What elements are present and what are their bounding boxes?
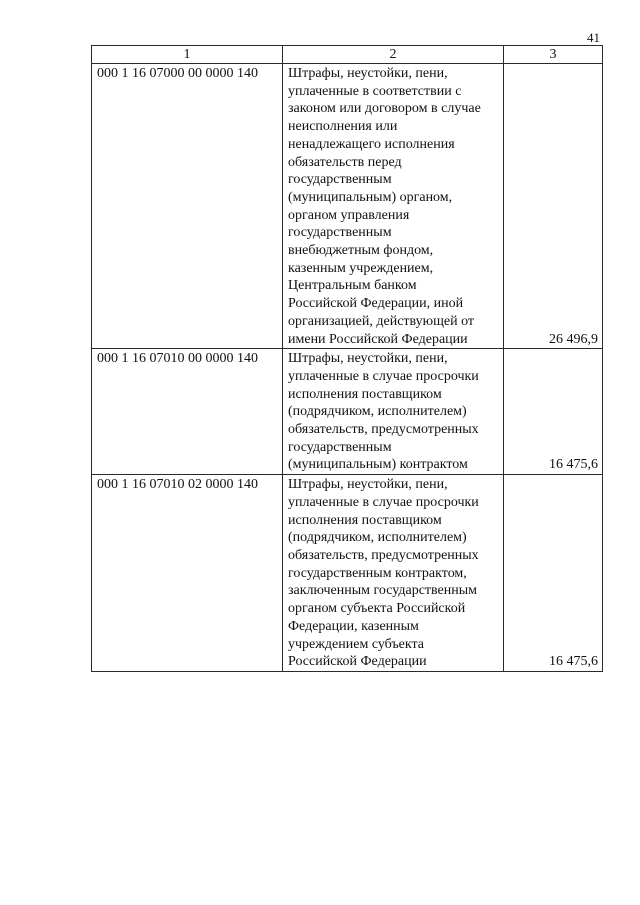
description-line: заключенным государственным (288, 583, 478, 599)
description-line: уплаченные в случае просрочки (288, 368, 479, 384)
amount-cell: 16 475,6 (504, 475, 603, 672)
description-line: (муниципальным) контрактом (288, 457, 468, 473)
description-cell (283, 64, 504, 349)
description-cell (283, 349, 504, 475)
description-line: внебюджетным фондом, (288, 243, 434, 259)
description-line: Штрафы, неустойки, пени, (288, 66, 448, 81)
column-header-3: 3 (504, 46, 603, 64)
description-line: обязательств, предусмотренных (288, 422, 479, 438)
description-line: исполнения поставщиком (288, 512, 442, 528)
description-line: Федерации, казенным (288, 618, 419, 634)
description-line: имени Российской Федерации (288, 331, 468, 347)
description-line: государственным (288, 172, 392, 188)
description-line: (подрядчиком, исполнителем) (288, 530, 467, 546)
description-line: органом управления (288, 207, 410, 223)
description-line: законом или договором в случае (288, 101, 481, 117)
classification-code: 000 1 16 07010 02 0000 140 (92, 475, 283, 672)
description-line: (подрядчиком, исполнителем) (288, 404, 467, 420)
table-row (92, 475, 603, 672)
description-line: обязательств, предусмотренных (288, 547, 479, 563)
description-line: Штрафы, неустойки, пени, (288, 477, 448, 493)
description-line: государственным (288, 225, 392, 241)
description-line: Центральным банком (288, 278, 417, 294)
amount-cell: 16 475,6 (504, 349, 603, 475)
page-number: 41 (587, 30, 600, 45)
budget-table (91, 45, 603, 672)
description-line: Российской Федерации, иной (288, 296, 464, 312)
classification-code: 000 1 16 07000 00 0000 140 (92, 64, 283, 349)
description-cell (283, 475, 504, 672)
description-line: уплаченные в соответствии с (288, 83, 462, 99)
table-header-row (92, 46, 603, 64)
column-header-2: 2 (283, 46, 504, 64)
description-line: уплаченные в случае просрочки (288, 494, 479, 510)
description-line: Российской Федерации (288, 654, 427, 670)
table-row (92, 349, 603, 475)
description-line: (муниципальным) органом, (288, 189, 453, 205)
description-line: ненадлежащего исполнения (288, 136, 455, 152)
column-header-1: 1 (92, 46, 283, 64)
description-line: неисполнения или (288, 119, 398, 135)
description-line: Штрафы, неустойки, пени, (288, 351, 448, 367)
description-line: государственным (288, 439, 392, 455)
description-line: учреждением субъекта (288, 636, 425, 652)
classification-code: 000 1 16 07010 00 0000 140 (92, 349, 283, 475)
description-line: государственным контрактом, (288, 565, 467, 581)
description-line: обязательств перед (288, 154, 402, 170)
table-row (92, 64, 603, 349)
description-line: органом субъекта Российской (288, 601, 466, 617)
description-line: организацией, действующей от (288, 313, 475, 329)
amount-cell: 26 496,9 (504, 64, 603, 349)
description-line: исполнения поставщиком (288, 386, 442, 402)
description-line: казенным учреждением, (288, 260, 434, 276)
